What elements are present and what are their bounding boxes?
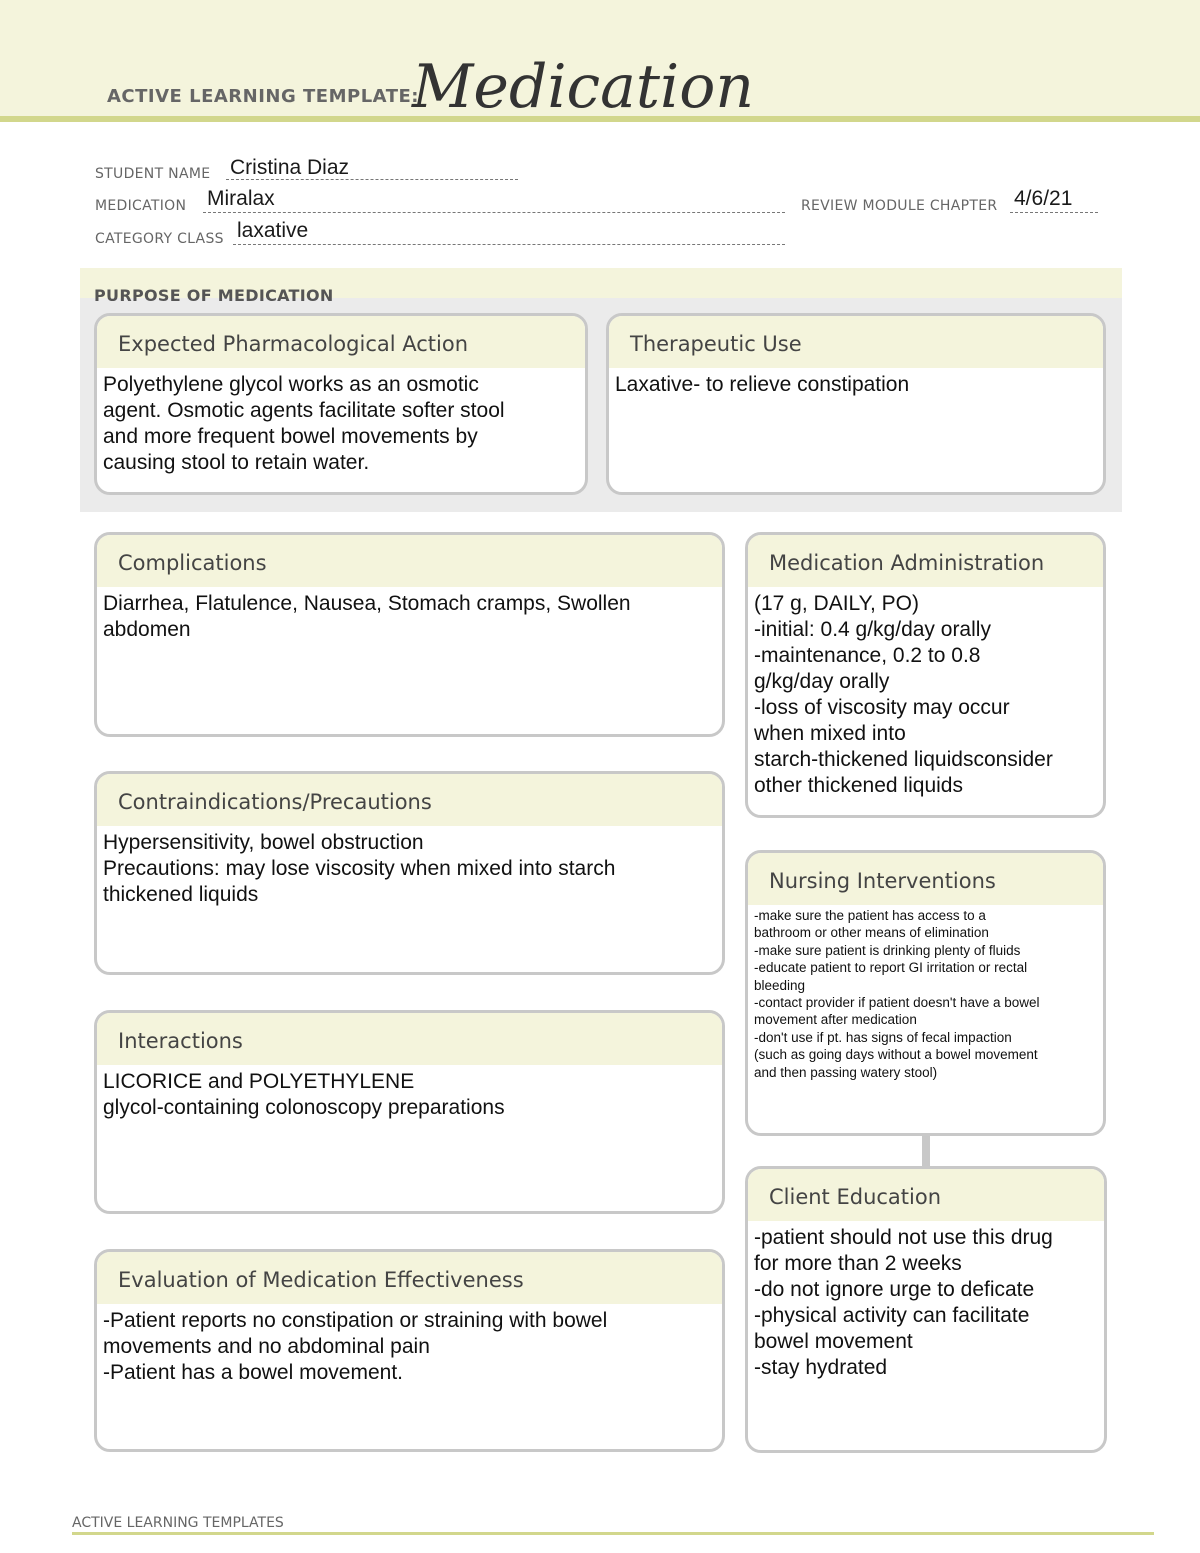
footer-line [72,1532,1154,1535]
medication-label: MEDICATION [95,198,187,214]
medication-field[interactable]: Miralax [207,187,275,210]
purpose-title: PURPOSE OF MEDICATION [94,286,334,305]
therapeutic-use-box [606,313,1106,495]
student-name-label: STUDENT NAME [95,166,211,182]
client-education-box [745,1166,1107,1453]
evaluation-box [94,1249,725,1452]
contraindications-text[interactable]: Hypersensitivity, bowel obstruction Precautions: may lose viscosity when mixed into starch thickened liquids [103,831,616,906]
category-class-underline [233,243,785,245]
interactions-heading: Interactions [97,1013,722,1065]
contraindications-heading: Contraindications/Precautions [97,774,722,826]
expected-action-text[interactable]: Polyethylene glycol works as an osmotic agent. Osmotic agents facilitate softer stool and more frequent bowel movements by causing stool to retain water. [103,373,505,474]
client-education-text[interactable]: -patient should not use this drug for more than 2 weeks -do not ignore urge to deficate -physical activity can facilitate bowel movement -stay hydrated [754,1226,1053,1379]
template-prefix: ACTIVE LEARNING TEMPLATE: [107,86,419,107]
review-module-field[interactable]: 4/6/21 [1014,187,1073,210]
complications-text[interactable]: Diarrhea, Flatulence, Nausea, Stomach cramps, Swollen abdomen [103,592,631,641]
review-module-underline [1010,211,1098,213]
evaluation-text[interactable]: -Patient reports no constipation or straining with bowel movements and no abdominal pain -Patient has a bowel movement. [103,1309,608,1384]
nursing-interventions-heading: Nursing Interventions [748,853,1103,905]
category-class-field[interactable]: laxative [237,219,309,242]
interactions-box [94,1010,725,1214]
evaluation-heading: Evaluation of Medication Effectiveness [97,1252,722,1304]
therapeutic-use-text[interactable]: Laxative- to relieve constipation [615,373,910,396]
client-education-heading: Client Education [748,1169,1104,1221]
nursing-interventions-text[interactable]: -make sure the patient has access to a bathroom or other means of elimination -make sure patient is drinking plenty of fluids -educate patient to report GI irritation or rectal bleeding -contact provider if patient doesn't have a bowel movement after medication -don't use if pt. has signs of fecal impaction (such as going days without a bowel movement and then passing watery stool) [754,908,1040,1080]
complications-heading: Complications [97,535,722,587]
therapeutic-use-heading: Therapeutic Use [609,316,1103,368]
page-title: Medication [412,52,754,122]
review-module-label: REVIEW MODULE CHAPTER [801,198,998,214]
expected-action-box [94,313,588,495]
medication-underline [203,211,785,213]
student-name-field[interactable]: Cristina Diaz [230,156,350,179]
box-connector [922,1136,930,1166]
medication-administration-heading: Medication Administration [748,535,1103,587]
contraindications-box [94,771,725,975]
nursing-interventions-box [745,850,1106,1136]
category-class-label: CATEGORY CLASS [95,231,224,247]
interactions-text[interactable]: LICORICE and POLYETHYLENE glycol-containing colonoscopy preparations [103,1070,505,1119]
expected-action-heading: Expected Pharmacological Action [97,316,585,368]
medication-administration-box [745,532,1106,818]
student-name-underline [226,178,518,180]
complications-box [94,532,725,737]
medication-administration-text[interactable]: (17 g, DAILY, PO) -initial: 0.4 g/kg/day orally -maintenance, 0.2 to 0.8 g/kg/day orally -loss of viscosity may occur when mixed into starch-thickened liquidsconsider other thickened liquids [754,592,1053,797]
footer-text: ACTIVE LEARNING TEMPLATES [72,1515,284,1531]
